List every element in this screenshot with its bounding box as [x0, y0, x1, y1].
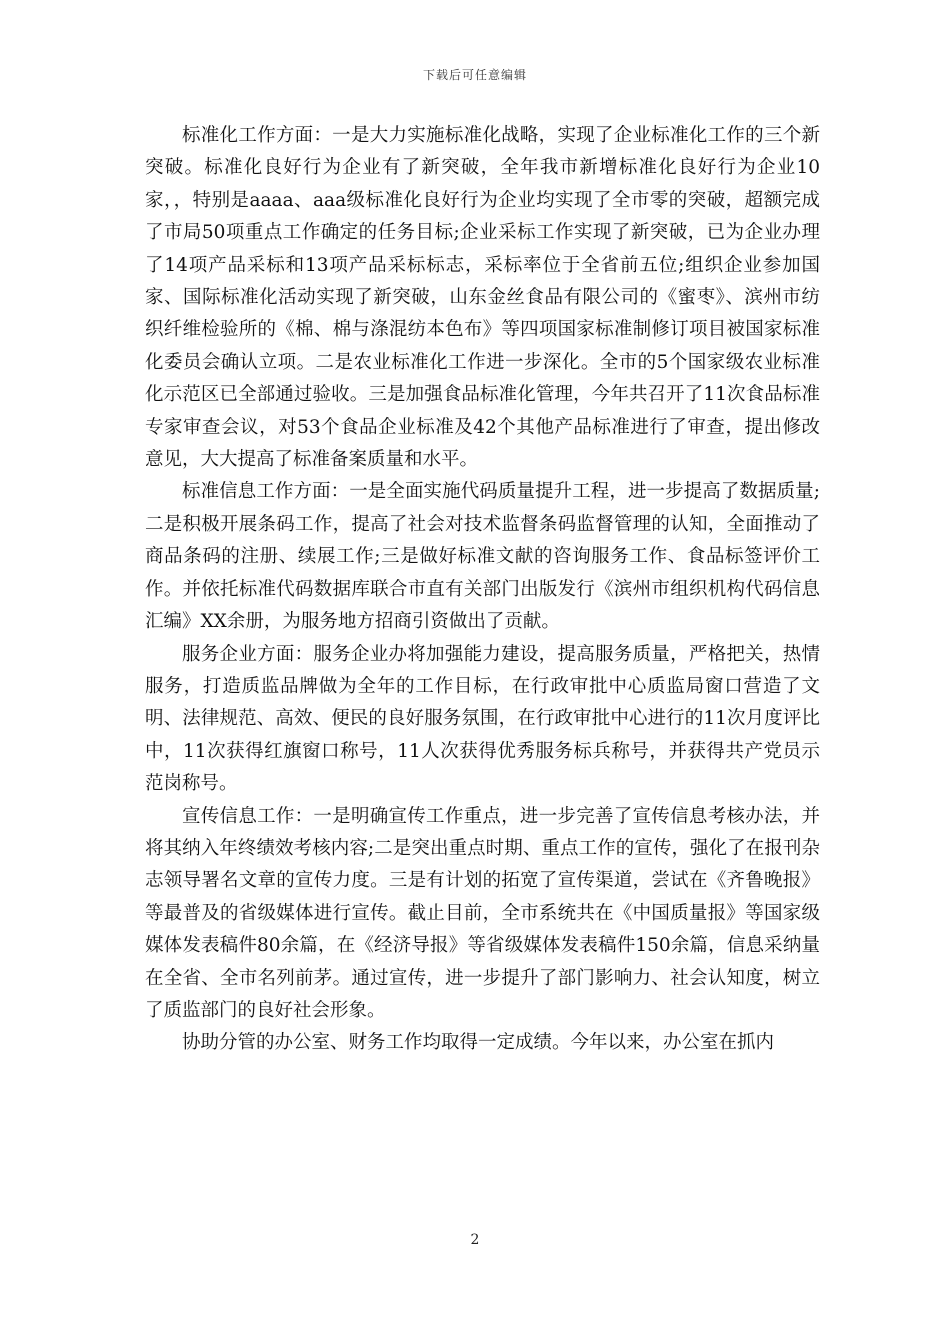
paragraph-publicity: 宣传信息工作：一是明确宣传工作重点，进一步完善了宣传信息考核办法，并将其纳入年终绩效考核内容;二是突出重点时期、重点工作的宣传，强化了在报刊杂志领导署名文章的宣传力度。三是有计划的拓宽了宣传渠道，尝试在《齐鲁晚报》等最普及的省级媒体进行宣传。截止目前，全市系统共在《中国质量报》等国家级媒体发表稿件80余篇，在《经济导报》等省级媒体发表稿件150余篇，信息采纳量在全省、全市名列前茅。通过宣传，进一步提升了部门影响力、社会认知度，树立了质监部门的良好社会形象。 [145, 805, 820, 1021]
paragraph-office-finance: 协助分管的办公室、财务工作均取得一定成绩。今年以来，办公室在抓内 [182, 1032, 775, 1054]
document-body [145, 120, 820, 1060]
page-header: 下载后可任意编辑 [422, 68, 527, 82]
paragraph-standard-info: 标准信息工作方面：一是全面实施代码质量提升工程，进一步提高了数据质量;二是积极开展条码工作，提高了社会对技术监督条码监督管理的认知，全面推动了商品条码的注册、续展工作;三是做好标准文献的咨询服务工作、食品标签评价工作。并依托标准代码数据库联合市直有关部门出版发行《滨州市组织机构代码信息汇编》XX余册，为服务地方招商引资做出了贡献。 [145, 481, 820, 633]
page-number: 2 [470, 1232, 480, 1248]
paragraph-enterprise-service: 服务企业方面：服务企业办将加强能力建设，提高服务质量，严格把关，热情服务，打造质监品牌做为全年的工作目标，在行政审批中心质监局窗口营造了文明、法律规范、高效、便民的良好服务氛围，在行政审批中心进行的11次月度评比中，11次获得红旗窗口称号，11人次获得优秀服务标兵称号，并获得共产党员示范岗称号。 [145, 643, 820, 795]
paragraph-standardization: 标准化工作方面：一是大力实施标准化战略，实现了企业标准化工作的三个新突破。标准化良好行为企业有了新突破，全年我市新增标准化良好行为企业10家，，特别是aaaa、aaa级标准化良好行为企业均实现了全市零的突破，超额完成了市局50项重点工作确定的任务目标;企业采标工作实现了新突破，已为企业办理了14项产品采标和13项产品采标标志，采标率位于全省前五位;组织企业参加国家、国际标准化活动实现了新突破，山东金丝食品有限公司的《蜜枣》、滨州市纺织纤维检验所的《棉、棉与涤混纺本色布》等四项国家标准制修订项目被国家标准化委员会确认立项。二是农业标准化工作进一步深化。全市的5个国家级农业标准化示范区已全部通过验收。三是加强食品标准化管理，今年共召开了11次食品标准专家审查会议，对53个食品企业标准及42个其他产品标准进行了审查，提出修改意见，大大提高了标准备案质量和水平。 [145, 125, 820, 471]
